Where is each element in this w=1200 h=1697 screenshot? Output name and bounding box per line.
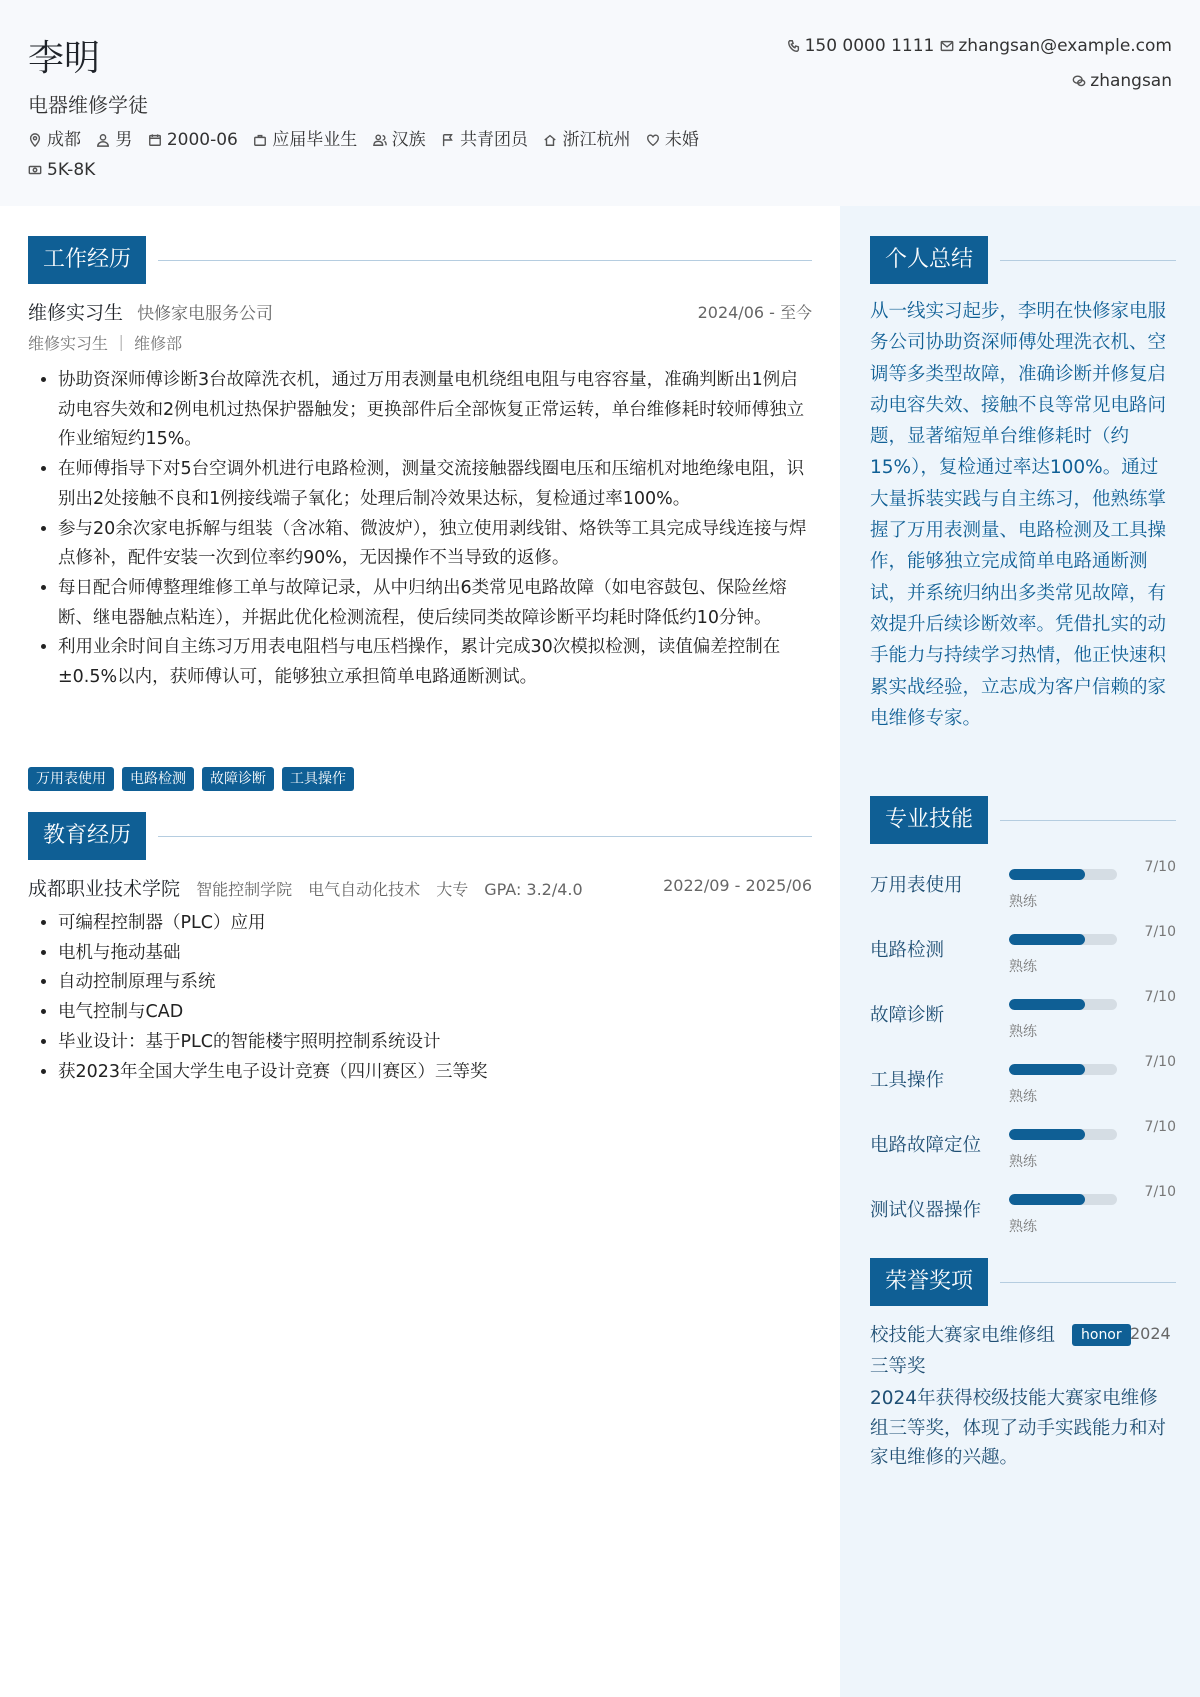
skill-bar-fill [1009,999,1085,1010]
meta-political: 共青团员 [441,126,528,154]
skill-name: 电路检测 [870,940,945,961]
skill-bar [1009,1194,1117,1205]
phone[interactable]: 150 0000 1111 [787,36,935,56]
education-date: 2022/09 - 2025/06 [663,876,812,895]
money-icon [28,163,42,177]
job-date: 2024/06 - 至今 [697,303,812,322]
wechat[interactable]: zhangsan [1072,71,1172,91]
skill-bar-fill [1009,934,1085,945]
meta-location: 成都 [28,126,81,154]
flag-icon [441,133,455,147]
honor-description: 2024年获得校级技能大赛家电维修组三等奖，体现了动手实践能力和对家电维修的兴趣。 [870,1388,1167,1468]
section-divider [1000,1282,1176,1283]
skill-bar [1009,1064,1117,1075]
gpa: GPA: 3.2/4.0 [484,880,583,899]
skill-bar-fill [1009,1129,1085,1140]
briefcase-icon [253,133,267,147]
list-item: • 利用业余时间自主练习万用表电阻档与电压档操作，累计完成30次模拟检测，读值偏差控制在±0.5%以内，获师傅认可，能够独立承担简单电路通断测试。 [58,633,812,692]
resume-header [0,0,1200,206]
contact-row-secondary [781,68,1172,94]
meta-status: 应届毕业生 [253,126,357,154]
skill-bar [1009,934,1117,945]
list-item: • 自动控制原理与系统 [58,968,812,998]
job-department: 维修实习生 ｜ 维修部 [28,334,183,353]
list-item: • 毕业设计：基于PLC的智能楼宇照明控制系统设计 [58,1028,812,1058]
skill-level: 熟练 [1009,1154,1037,1170]
section-divider [158,836,812,837]
section-summary-header [870,236,1176,284]
skill-name: 工具操作 [870,1070,945,1091]
skill-bar [1009,869,1117,880]
skill-item [870,1182,1176,1242]
meta-marital: 未婚 [646,126,699,154]
section-title: 个人总结 [870,236,988,284]
honor-name: 校技能大赛家电维修组三等奖 [870,1325,1056,1377]
skill-score: 7/10 [1144,1119,1176,1135]
job-heading [28,298,273,325]
meta-hometown: 浙江杭州 [543,126,630,154]
school-name: 成都职业技术学院 [28,878,181,900]
skill-level: 熟练 [1009,1219,1037,1235]
skill-name: 万用表使用 [870,875,963,896]
skill-level: 熟练 [1009,1089,1037,1105]
list-item: • 在师傅指导下对5台空调外机进行电路检测，测量交流接触器线圈电压和压缩机对地绝缘电阻，识别出2处接触不良和1例接线端子氧化；处理后制冷效果达标，复检通过率100%。 [58,455,812,514]
heart-icon [646,133,660,147]
skill-tags [28,767,362,791]
wechat-icon [1072,74,1086,88]
section-title: 工作经历 [28,236,146,284]
candidate-name: 李明 [28,38,101,79]
job-company: 快修家电服务公司 [137,304,274,324]
honor-year: 2024 [1130,1324,1171,1343]
section-divider [158,260,812,261]
skill-level: 熟练 [1009,959,1037,975]
email[interactable]: zhangsan@example.com [940,36,1172,56]
major-name: 电气自动化技术 [308,880,421,899]
skill-item [870,987,1176,1047]
education-heading [28,874,583,901]
skill-item [870,857,1176,917]
home-icon [543,133,557,147]
list-item: • 电气控制与CAD [58,998,812,1028]
honor-badge: honor [1072,1324,1131,1346]
section-skills-header [870,796,1176,844]
list-item: • 电机与拖动基础 [58,939,812,969]
people-icon [373,133,387,147]
tag: 工具操作 [282,767,354,791]
skill-score: 7/10 [1144,1184,1176,1200]
phone-icon [787,39,801,53]
meta-gender: 男 [96,126,132,154]
skill-name: 电路故障定位 [870,1135,982,1156]
college-name: 智能控制学院 [196,880,293,899]
skill-level: 熟练 [1009,1024,1037,1040]
section-title: 教育经历 [28,812,146,860]
skill-bar [1009,1129,1117,1140]
skill-name: 故障诊断 [870,1005,945,1026]
summary-text: 从一线实习起步，李明在快修家电服务公司协助资深师傅处理洗衣机、空调等多类型故障，准确诊断并修复启动电容失效、接触不良等常见电路问题，显著缩短单台维修耗时（约15%），复检通过率达100%。通过大量拆装实践与自主练习，他熟练掌握了万用表测量、电路检测及工具操作，能够独立完成简单电路通断测试，并系统归纳出多类常见故障，有效提升后续诊断效率。凭借扎实的动手能力与持续学习热情，他正快速积累实战经验，立志成为客户信赖的家电维修专家。 [870,301,1167,729]
tag: 万用表使用 [28,767,114,791]
tag: 故障诊断 [202,767,274,791]
list-item: • 每日配合师傅整理维修工单与故障记录，从中归纳出6类常见电路故障（如电容鼓包、保险丝熔断、继电器触点粘连），并据此优化检测流程，使后续同类故障诊断平均耗时降低约10分钟。 [58,574,812,633]
list-item: • 获2023年全国大学生电子设计竞赛（四川赛区）三等奖 [58,1058,812,1088]
section-divider [1000,820,1176,821]
list-item: • 参与20余次家电拆解与组装（含冰箱、微波炉），独立使用剥线钳、烙铁等工具完成导线连接与焊点修补，配件安装一次到位率约90%，无因操作不当导致的返修。 [58,515,812,574]
skill-level: 熟练 [1009,894,1037,910]
skill-score: 7/10 [1144,859,1176,875]
skill-item [870,922,1176,982]
candidate-role: 电器维修学徒 [28,93,148,117]
list-item: • 可编程控制器（PLC）应用 [58,909,812,939]
meta-ethnicity: 汉族 [373,126,426,154]
section-title: 专业技能 [870,796,988,844]
degree: 大专 [436,880,469,899]
meta-birth: 2000-06 [148,126,238,154]
calendar-icon [148,133,162,147]
job-position: 维修实习生 [28,302,124,324]
list-item: • 协助资深师傅诊断3台故障洗衣机，通过万用表测量电机绕组电阻与电容容量，准确判断出1例启动电容失效和2例电机过热保护器触发；更换部件后全部恢复正常运转，单台维修耗时较师傅独立作业缩短约15%。 [58,366,812,455]
job-bullets [58,366,812,693]
location-icon [28,133,42,147]
section-education-header [28,812,812,860]
section-title: 荣誉奖项 [870,1258,988,1306]
section-honors-header [870,1258,1176,1306]
skill-score: 7/10 [1144,924,1176,940]
skill-name: 测试仪器操作 [870,1200,982,1221]
skill-item [870,1117,1176,1177]
personal-info [28,126,768,186]
skill-score: 7/10 [1144,989,1176,1005]
contact-info [781,33,1172,103]
skill-bar [1009,999,1117,1010]
person-icon [96,133,110,147]
contact-row-primary [781,33,1172,59]
section-divider [1000,260,1176,261]
meta-salary: 5K-8K [28,156,95,184]
education-items [58,909,812,1087]
skill-score: 7/10 [1144,1054,1176,1070]
tag: 电路检测 [122,767,194,791]
skill-bar-fill [1009,869,1085,880]
section-experience-header [28,236,812,284]
mail-icon [940,39,954,53]
skill-bar-fill [1009,1194,1085,1205]
skill-bar-fill [1009,1064,1085,1075]
skill-item [870,1052,1176,1112]
